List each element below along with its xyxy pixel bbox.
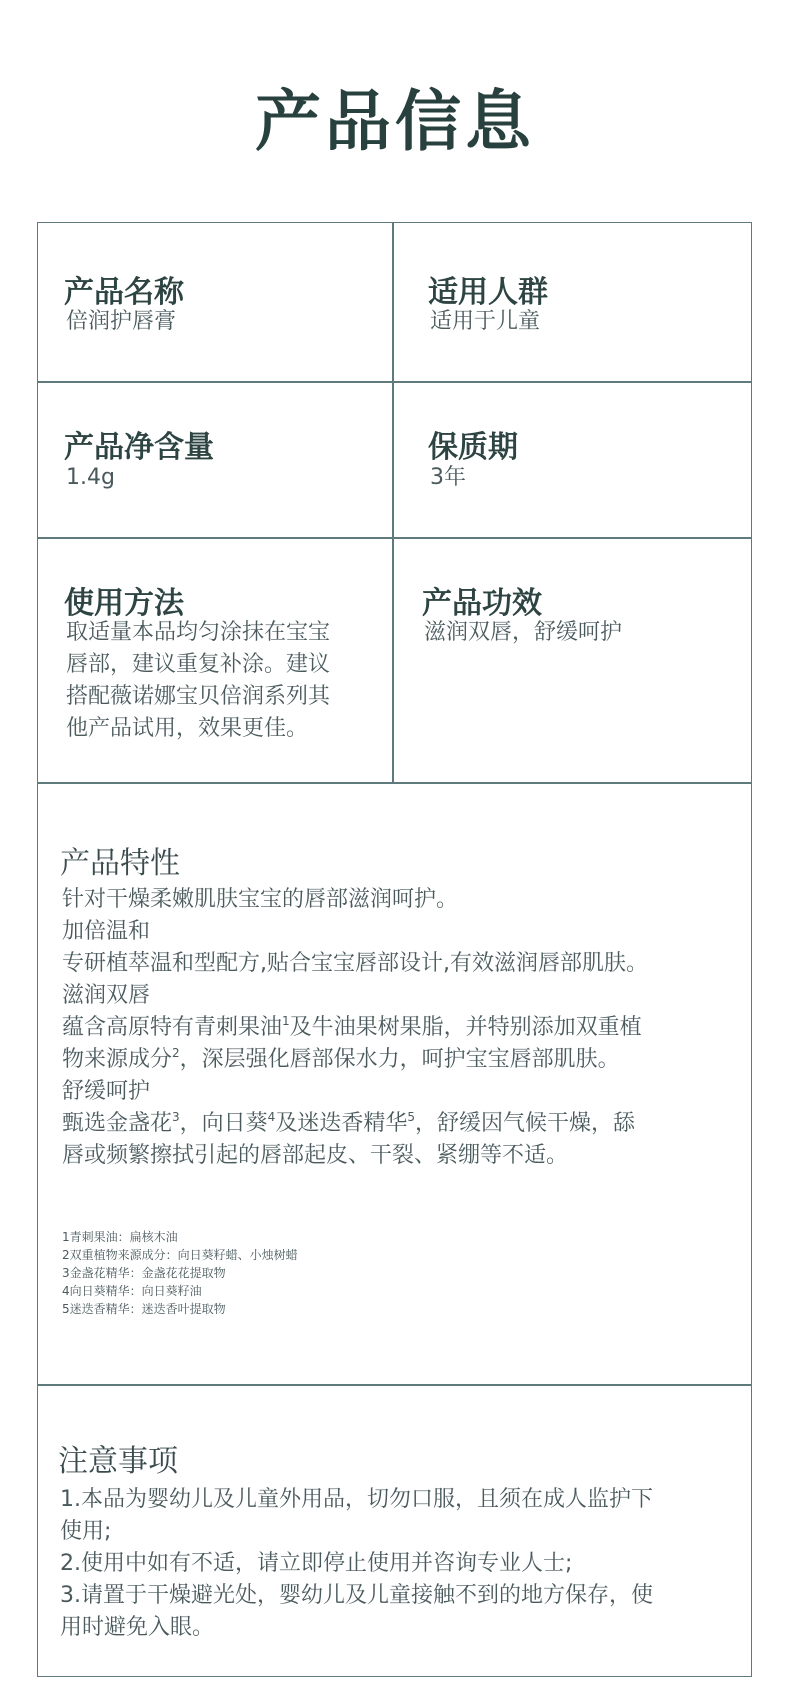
footnote: 4向日葵精华：向日葵籽油 (62, 1284, 202, 1298)
footnote: 2双重植物来源成分：向日葵籽蜡、小烛树蜡 (62, 1248, 298, 1262)
row-divider (37, 381, 752, 383)
row-divider (37, 782, 752, 784)
row-divider (37, 1384, 752, 1386)
footnote: 5迷迭香精华：迷迭香叶提取物 (62, 1302, 226, 1316)
caution-heading: 注意事项 (58, 1444, 178, 1479)
shelf-life-value: 3年 (430, 465, 466, 490)
usage-text: 取适量本品均匀涂抹在宝宝 唇部，建议重复补涂。建议 搭配薇诺娜宝贝倍润系列其 他产品试用，效果更佳。 (66, 620, 331, 741)
effect-value: 滋润双唇，舒缓呵护 (424, 620, 623, 645)
product-name-value: 倍润护唇膏 (66, 309, 177, 334)
row-divider (37, 537, 752, 539)
net-content-value: 1.4g (66, 465, 115, 490)
footnote: 3金盏花精华：金盏花花提取物 (62, 1266, 226, 1280)
features-text: 针对干燥柔嫩肌肤宝宝的唇部滋润呵护。 加倍温和 专研植萃温和型配方,贴合宝宝唇部设计,有效滋润唇部肌肤。 滋润双唇 蕴含高原特有青刺果油$^1$及牛油果树果脂，并特别添加双重植 物来源成分$^2$，深层强化唇部保水力，呵护宝宝唇部肌肤。 舒缓呵护 甄选金盏花$^3$，向日葵$^4$及迷迭香精华$^5$，舒缓因气候干燥，舔 唇或频繁擦拭引起的唇部起皮、干裂、紧绷等不适。 (62, 887, 648, 1168)
footnote: 1青刺果油：扁核木油 (62, 1230, 178, 1244)
column-divider (392, 222, 394, 782)
page-title: 产品信息 (255, 82, 535, 160)
audience-value: 适用于儿童 (430, 309, 541, 334)
effect-label: 产品功效 (422, 586, 542, 621)
usage-label: 使用方法 (64, 586, 184, 621)
net-content-label: 产品净含量 (64, 430, 214, 465)
ingredient-footnotes (62, 1228, 298, 1318)
audience-label: 适用人群 (428, 275, 548, 310)
shelf-life-label: 保质期 (428, 430, 518, 465)
product-name-label: 产品名称 (64, 275, 184, 310)
caution-text: 1.本品为婴幼儿及儿童外用品，切勿口服，且须在成人监护下 使用; 2.使用中如有不适，请立即停止使用并咨询专业人士; 3.请置于干燥避光处，婴幼儿及儿童接触不到的地方保存，使 用时避免入眼。 (60, 1487, 653, 1640)
features-heading: 产品特性 (60, 846, 180, 881)
